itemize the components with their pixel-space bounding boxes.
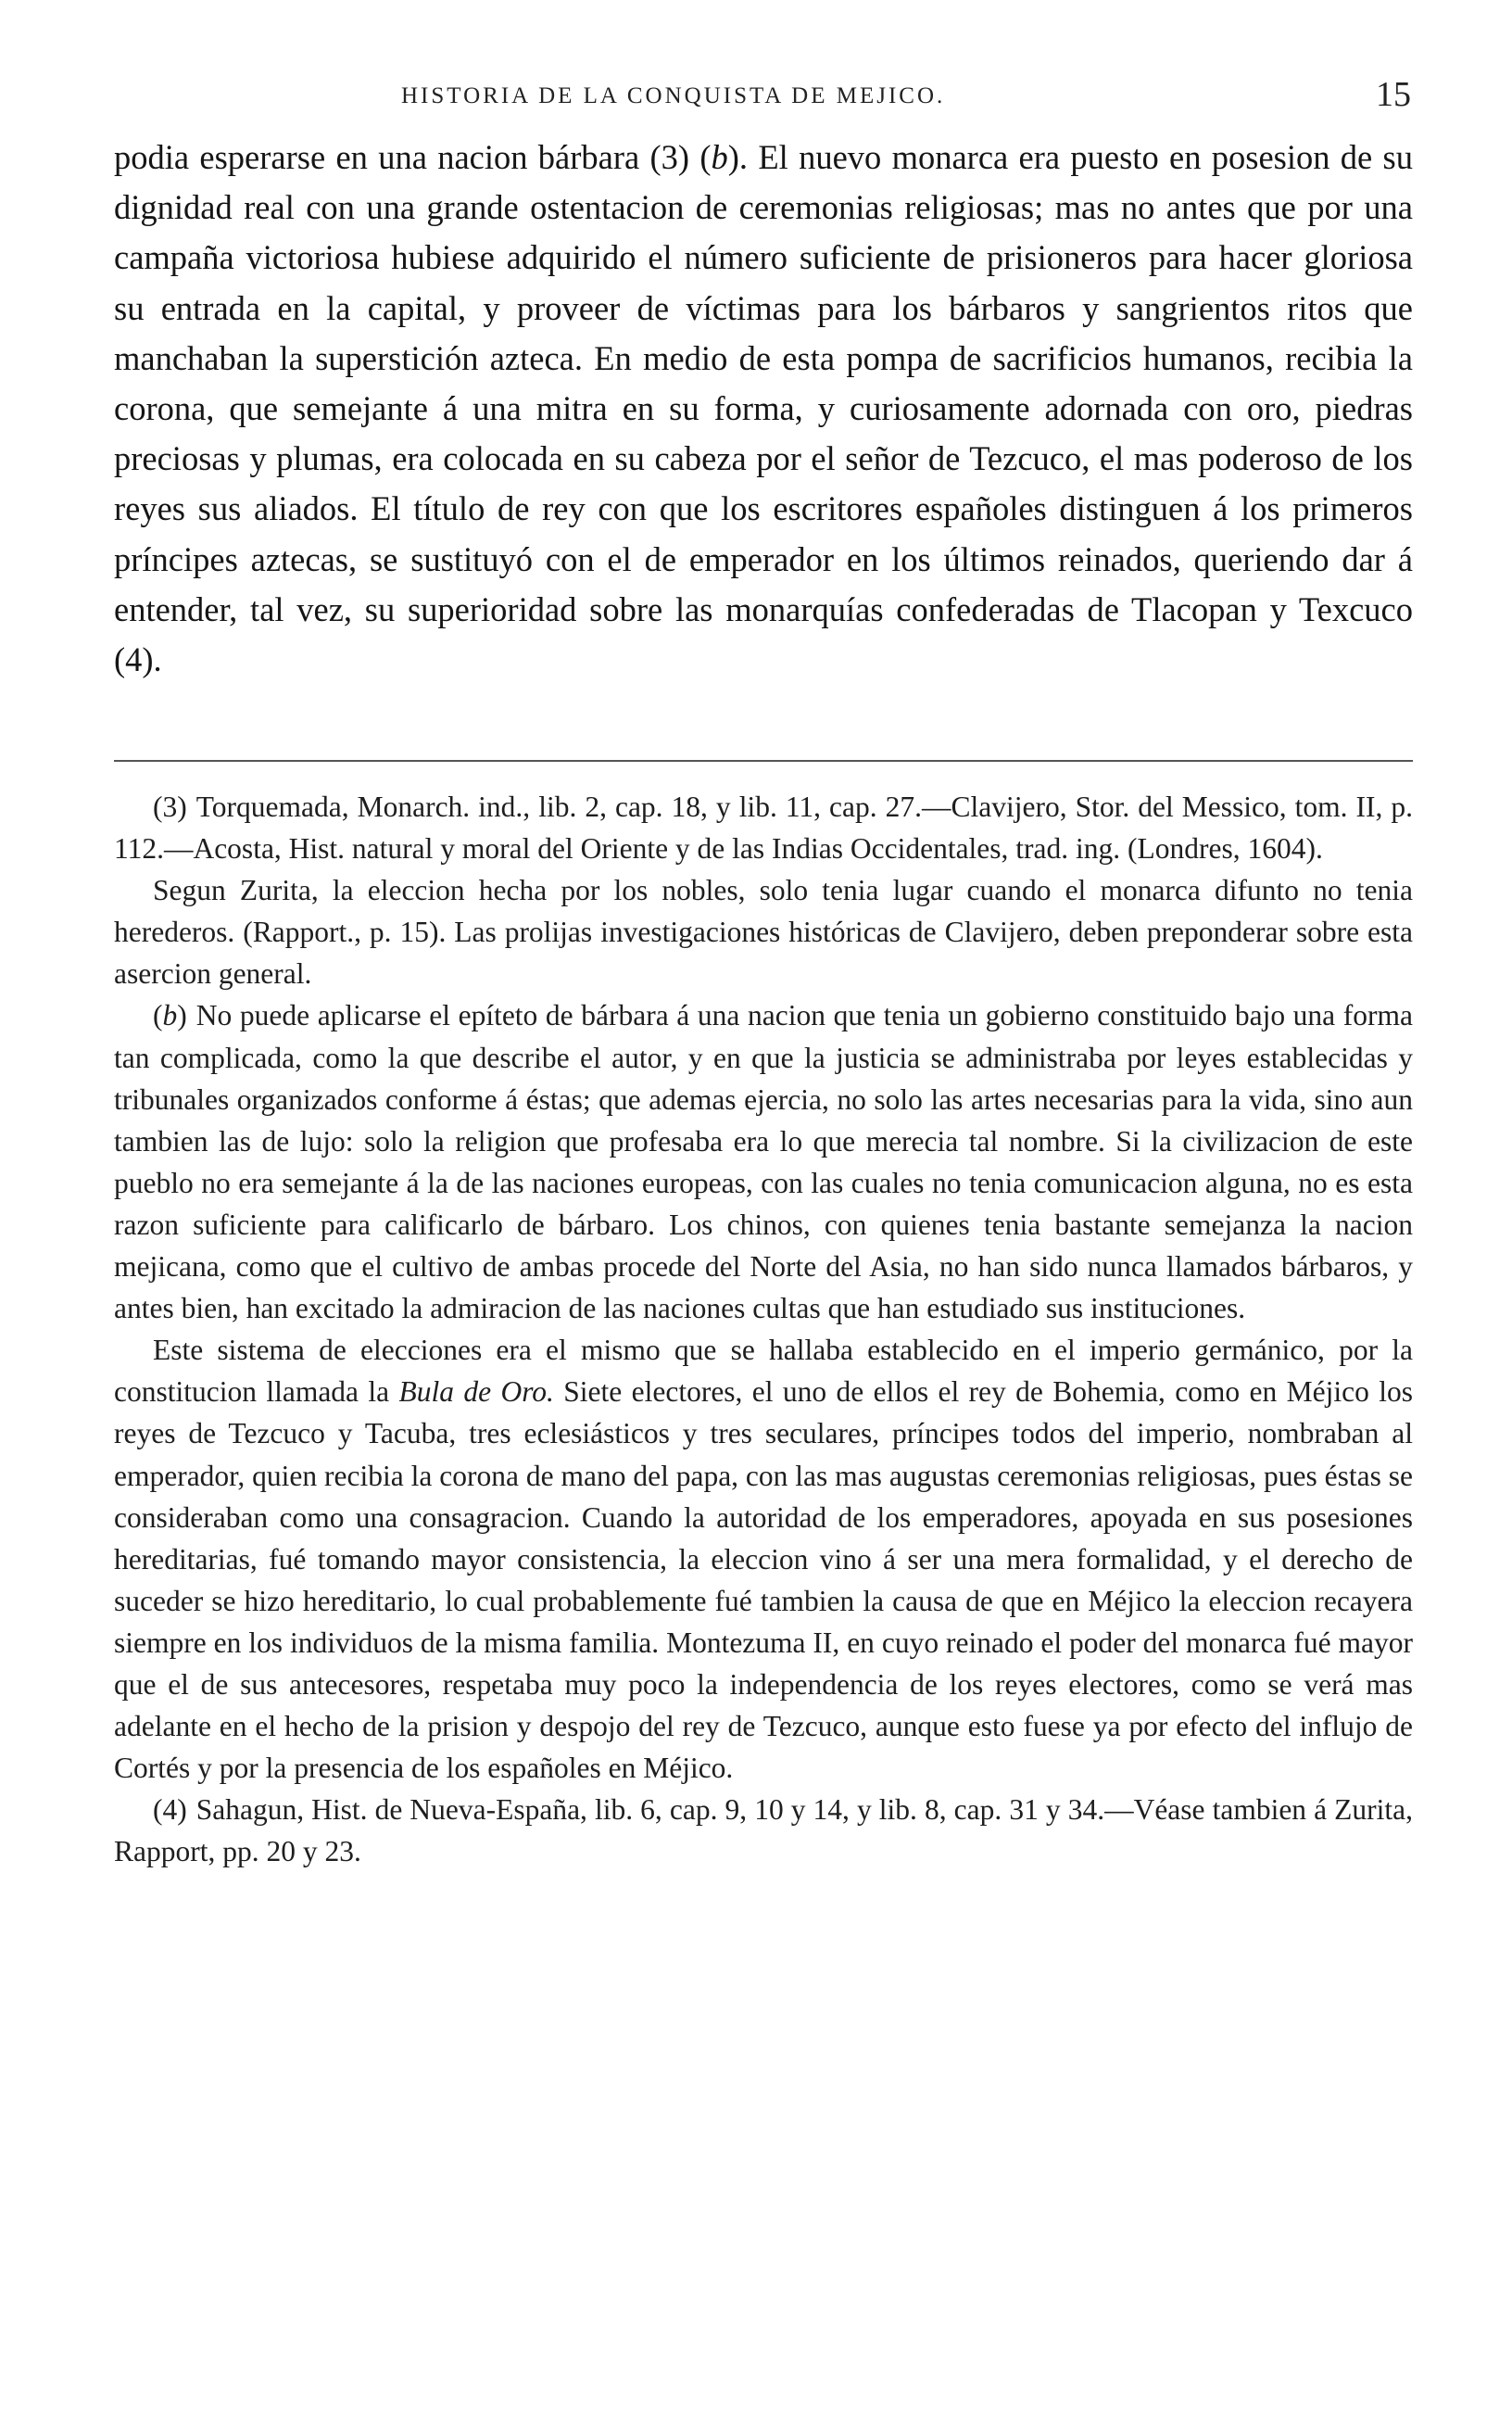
page-number: 15 <box>1376 75 1411 114</box>
footnote-3 <box>114 786 1413 869</box>
footnote-b-text: No puede aplicarse el epíteto de bárbara á una nacion que tenia un gobierno constituido bajo una forma tan complicada, como la que describe el autor, y en que la justicia se administraba por leyes establecidas y tribunales organizados conforme á éstas; que ademas ejercia, no solo las artes necesarias para la vida, sino aun tambien las de lujo: solo la religion que profesaba era lo que merecia tal nombre. Si la civilizacion de este pueblo no era semejante á la de las naciones europeas, con las cuales no tenia comunicacion alguna, no es esta razon suficiente para calificarlo de bárbaro. Los chinos, con quienes tenia bastante semejanza la nacion mejicana, como que el cultivo de ambas procede del Norte del Asia, no han sido nunca llamados bárbaros, y antes bien, han excitado la admiracion de las naciones cultas que han estudiado sus instituciones. <box>114 999 1413 1325</box>
footnote-b-cont-part2: Siete electores, el uno de ellos el rey de Bohemia, como en Méjico los reyes de Tezcuco y Tacuba, tres eclesiásticos y tres seculares, príncipes todos del imperio, nombraban al emperador, quien recibia la corona de mano del papa, con las mas augustas ceremonias religiosas, pues éstas se consideraban como una consagracion. Cuando la autoridad de los emperadores, apoyada en sus posesiones hereditarias, fué tomando mayor consistencia, la eleccion vino á ser una mera formalidad, y el derecho de suceder se hizo hereditario, lo cual probablemente fué tambien la causa de que en Méjico la eleccion recayera siempre en los individuos de la misma familia. Montezuma II, en cuyo reinado el poder del monarca fué mayor que el de sus antecesores, respetaba muy poco la independencia de los reyes electores, como se verá mas adelante en el hecho de la prision y despojo del rey de Tezcuco, aunque esto fuese ya por efecto del influjo de Cortés y por la presencia de los españoles en Méjico. <box>114 1375 1413 1785</box>
running-head <box>114 74 1411 130</box>
footnote-4 <box>114 1789 1413 1872</box>
footnote-3-ref: (3) <box>153 791 187 823</box>
main-paragraph <box>114 133 1413 685</box>
footnote-3-continuation: Segun Zurita, la eleccion hecha por los nobles, solo tenia lugar cuando el monarca difunto no tenia herederos. (Rapport., p. 15). Las prolijas investigaciones históricas de Clavijero, deben preponderar sobre esta asercion general. <box>114 874 1413 991</box>
main-text-part2: ). El nuevo monarca era puesto en posesion de su dignidad real con una grande ostentacion de ceremonias religiosas; mas no antes que por una campaña victoriosa hubiese adquirido el número suficiente de prisioneros para hacer gloriosa su entrada en la capital, y proveer de víctimas para los bárbaros y sangrientos ritos que manchaban la superstición azteca. En medio de esta pompa de sacrificios humanos, recibia la corona, que semejante á una mitra en su forma, y curiosamente adornada con oro, piedras preciosas y plumas, era colocada en su cabeza por el señor de Tezcuco, el mas poderoso de los reyes sus aliados. El título de rey con que los escritores españoles distinguen á los primeros príncipes aztecas, se sustituyó con el de emperador en los últimos reinados, queriendo dar á entender, tal vez, su superioridad sobre las monarquías confederadas de Tlacopan y Texcuco (4). <box>114 138 1413 679</box>
bula-de-oro-title: Bula de Oro. <box>398 1375 554 1409</box>
footnote-3-text: Torquemada, Monarch. ind., lib. 2, cap. 18, y lib. 11, cap. 27.—Clavijero, Stor. del Messico, tom. II, p. 112.—Acosta, Hist. natural y moral del Oriente y de las Indias Occidentales, trad. ing. (Londres, 1604). <box>114 791 1413 866</box>
note-marker-b: b <box>711 138 728 176</box>
footnote-4-text: Sahagun, Hist. de Nueva-España, lib. 6, cap. 9, 10 y 14, y lib. 8, cap. 31 y 34.—Véase tambien á Zurita, Rapport, pp. 20 y 23. <box>114 1793 1413 1868</box>
footnote-b-cont-part1: Este sistema de elecciones era el mismo que se hallaba establecido en el imperio germánico, por la constitucion llamada la <box>114 1334 1413 1409</box>
footnote-divider <box>114 760 1413 762</box>
footnote-b: (b) No puede aplicarse el epíteto de bárbara á una nacion que tenia un gobierno constituido bajo una forma tan complicada, como la que describe el autor, y en que la justicia se administraba por leyes establecidas y tribunales organizados conforme á éstas; que ademas ejercia, no solo las artes necesarias para la vida, sino aun tambien las de lujo: solo la religion que profesaba era lo que merecia tal nombre. Si la civilizacion de este pueblo no era semejante á la de las naciones europeas, con las cuales no tenia comunicacion alguna, no es esta razon suficiente para calificarlo de bárbaro. Los chinos, con quienes tenia bastante semejanza la nacion mejicana, como que el cultivo de ambas procede del Norte del Asia, no han sido nunca llamados bárbaros, y antes bien, han excitado la admiracion de las naciones cultas que han estudiado sus instituciones. <box>114 999 1413 1325</box>
footnote-b-continuation <box>114 1329 1413 1789</box>
footnote-4-ref: (4) <box>153 1793 187 1827</box>
running-title: HISTORIA DE LA CONQUISTA DE MEJICO. <box>401 83 946 108</box>
footnote-b-ref: b <box>162 999 178 1032</box>
footnotes <box>114 786 1413 1872</box>
main-text-part1: podia esperarse en una nacion bárbara (3) ( <box>114 138 712 176</box>
